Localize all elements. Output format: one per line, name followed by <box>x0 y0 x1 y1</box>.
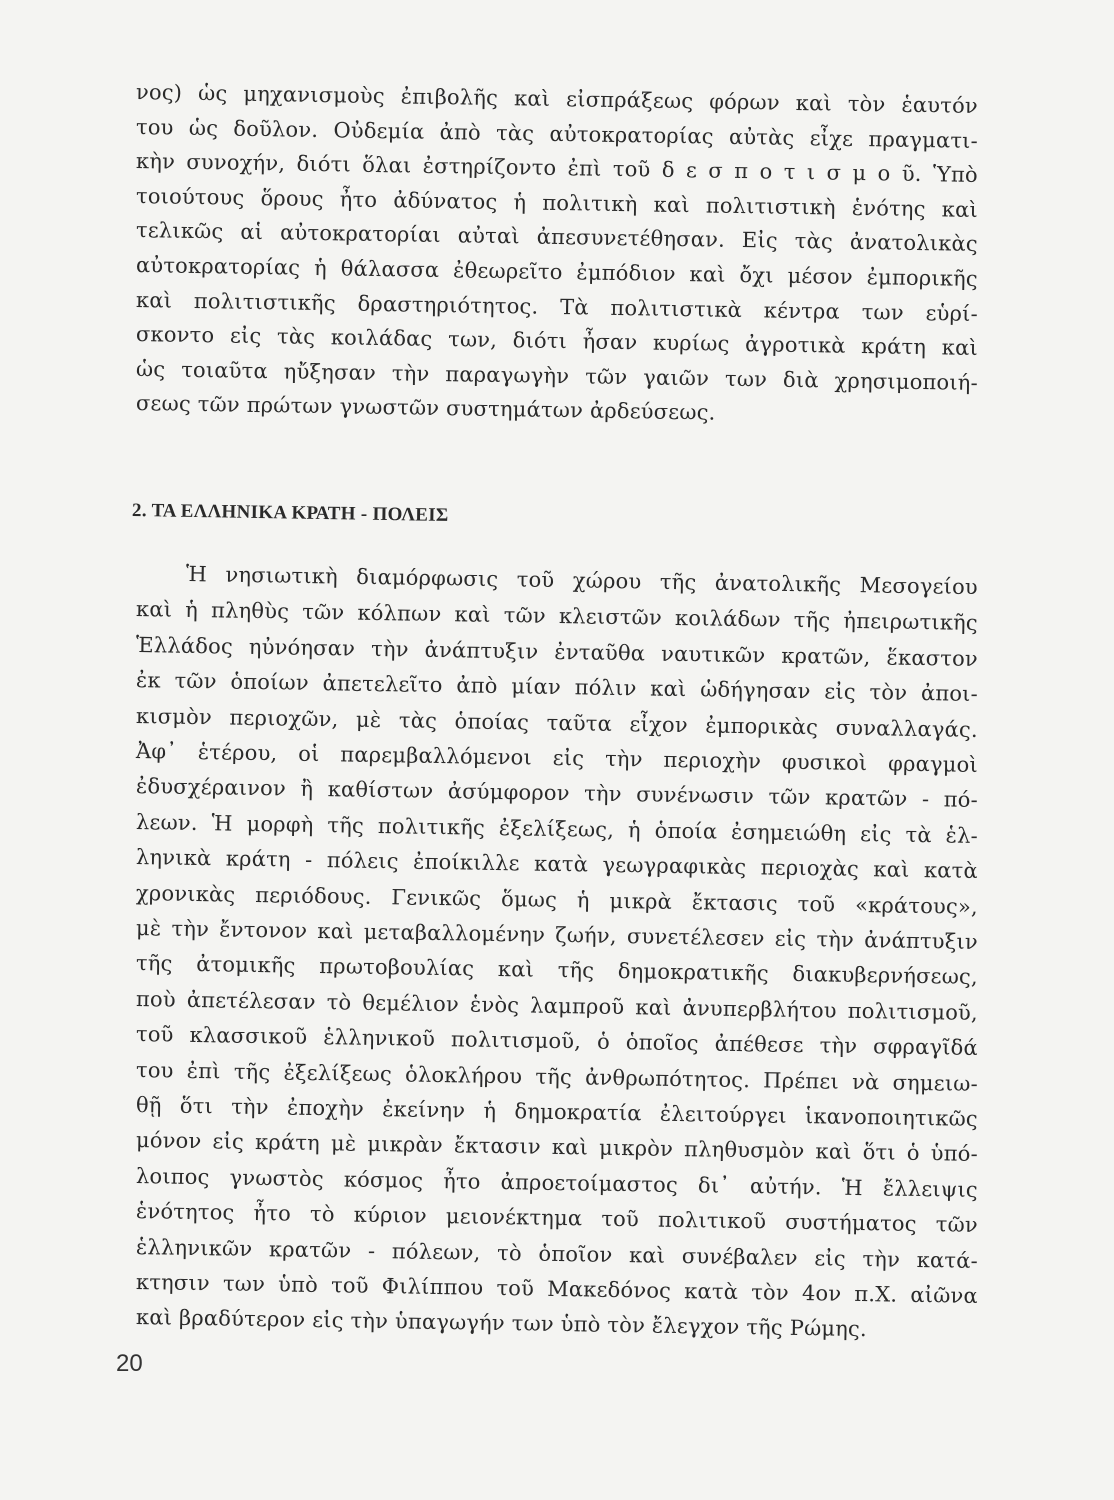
text-line: Ἀφ᾿ ἑτέρου, οἱ παρεμβαλλόμενοι εἰς τὴν περιοχὴν φυσικοὶ φραγμοὶ <box>135 739 979 777</box>
text-line: σκοντο εἰς τὰς κοιλάδας των, διότι ἦσαν κυρίως ἀγροτικὰ κράτη καὶ <box>135 322 979 361</box>
text-line: χρονικὰς περιόδους. Γενικῶς ὅμως ἡ μικρὰ ἔκτασις τοῦ «κράτους», <box>135 880 979 919</box>
text-line: ληνικὰ κράτη - πόλεις ἐποίκιλλε κατὰ γεωγραφικὰς περιοχὰς καὶ κατὰ <box>135 845 979 884</box>
text-line: μόνον εἰς κράτη μὲ μικρὰν ἔκτασιν καὶ μικρὸν πληθυσμὸν καὶ ὅτι ὁ ὑπό- <box>135 1128 979 1167</box>
text-line: ἑνότητος ἦτο τὸ κύριον μειονέκτημα τοῦ πολιτικοῦ συστήματος τῶν <box>135 1199 979 1238</box>
text-line: κισμὸν περιοχῶν, μὲ τὰς ὁποίας ταῦτα εἶχον ἐμπορικὰς συναλλαγάς. <box>135 703 979 742</box>
text-line: τοῦ κλασσικοῦ ἑλληνικοῦ πολιτισμοῦ, ὁ ὁποῖος ἀπέθεσε τὴν σφραγῖδά <box>135 1022 979 1061</box>
text-line: Ἑλλάδος ηὐνόησαν τὴν ἀνάπτυξιν ἐνταῦθα ναυτικῶν κρατῶν, ἕκαστον <box>135 632 979 671</box>
text-line: τοιούτους ὅρους ἦτο ἀδύνατος ἡ πολιτικὴ καὶ πολιτιστικὴ ἑνότης καὶ <box>135 183 979 222</box>
text-line: του ἐπὶ τῆς ἐξελίξεως ὁλοκλήρου τῆς ἀνθρωπότητος. Πρέπει νὰ σημειω- <box>135 1057 979 1096</box>
text-line: αὐτοκρατορίας ἡ θάλασσα ἐθεωρεῖτο ἐμπόδιον καὶ ὄχι μέσον ἐμπορικῆς <box>135 253 979 291</box>
text-line: ὡς τοιαῦτα ηὔξησαν τὴν παραγωγὴν τῶν γαιῶν των διὰ χρησιμοποιή- <box>135 356 979 395</box>
text-line: σεως τῶν πρώτων γνωστῶν συστημάτων ἀρδεύσεως. <box>135 391 716 425</box>
text-line: νος) ὡς μηχανισμοὺς ἐπιβολῆς καὶ εἰσπράξεως φόρων καὶ τὸν ἑαυτόν <box>135 80 979 118</box>
text-line: θῇ ὅτι τὴν ἐποχὴν ἐκείνην ἡ δημοκρατία ἐλειτούργει ἱκανοποιητικῶς <box>135 1093 979 1131</box>
text-line: καὶ πολιτιστικῆς δραστηριότητος. Τὰ πολιτιστικὰ κέντρα των εὑρί- <box>135 287 979 326</box>
text-line: κτησιν των ὑπὸ τοῦ Φιλίππου τοῦ Μακεδόνος κατὰ τὸν 4ον π.Χ. αἰῶνα <box>135 1270 979 1308</box>
text-line: Ἡ νησιωτικὴ διαμόρφωσις τοῦ χώρου τῆς ἀνατολικῆς Μεσογείου <box>185 562 979 600</box>
text-line: μὲ τὴν ἔντονον καὶ μεταβαλλομένην ζωήν, συνετέλεσεν εἰς τὴν ἀνάπτυξιν <box>135 916 979 954</box>
text-line: κὴν συνοχήν, διότι ὅλαι ἐστηρίζοντο ἐπὶ τοῦ δ ε σ π ο τ ι σ μ ο ῦ. Ὑπὸ <box>135 149 979 188</box>
text-line: ἐδυσχέραινον ἢ καθίστων ἀσύμφορον τὴν συνένωσιν τῶν κρατῶν - πό- <box>135 774 979 813</box>
text-line: καὶ ἡ πληθὺς τῶν κόλπων καὶ τῶν κλειστῶν κοιλάδων τῆς ἠπειρωτικῆς <box>135 597 979 636</box>
text-line: του ὡς δοῦλον. Οὐδεμία ἀπὸ τὰς αὐτοκρατορίας αὐτὰς εἶχε πραγματι- <box>135 114 979 153</box>
text-line: λεων. Ἡ μορφὴ τῆς πολιτικῆς ἐξελίξεως, ἡ ὁποία ἐσημειώθη εἰς τὰ ἑλ- <box>135 809 979 848</box>
text-line: ἑλληνικῶν κρατῶν - πόλεων, τὸ ὁποῖον καὶ συνέβαλεν εἰς τὴν κατά- <box>135 1234 979 1273</box>
text-line: τελικῶς αἱ αὐτοκρατορίαι αὐταὶ ἀπεσυνετέθησαν. Εἰς τὰς ἀνατολικὰς <box>135 218 979 257</box>
text-line: ἐκ τῶν ὁποίων ἀπετελεῖτο ἀπὸ μίαν πόλιν καὶ ὡδήγησαν εἰς τὸν ἀποι- <box>135 668 979 707</box>
section-heading: 2. ΤΑ ΕΛΛΗΝΙΚΑ ΚΡΑΤΗ - ΠΟΛΕΙΣ <box>131 500 449 526</box>
text-line: ποὺ ἀπετέλεσαν τὸ θεμέλιον ἑνὸς λαμπροῦ καὶ ἀνυπερβλήτου πολιτισμοῦ, <box>135 986 979 1025</box>
text-line: λοιπος γνωστὸς κόσμος ἦτο ἀπροετοίμαστος δι᾿ αὐτήν. Ἡ ἔλλειψις <box>135 1163 979 1202</box>
text-line: καὶ βραδύτερον εἰς τὴν ὑπαγωγήν των ὑπὸ τὸν ἔλεγχον τῆς Ρώμης. <box>135 1305 868 1342</box>
text-line: τῆς ἀτομικῆς πρωτοβουλίας καὶ τῆς δημοκρατικῆς διακυβερνήσεως, <box>135 951 979 990</box>
page-number: 20 <box>116 1350 143 1377</box>
